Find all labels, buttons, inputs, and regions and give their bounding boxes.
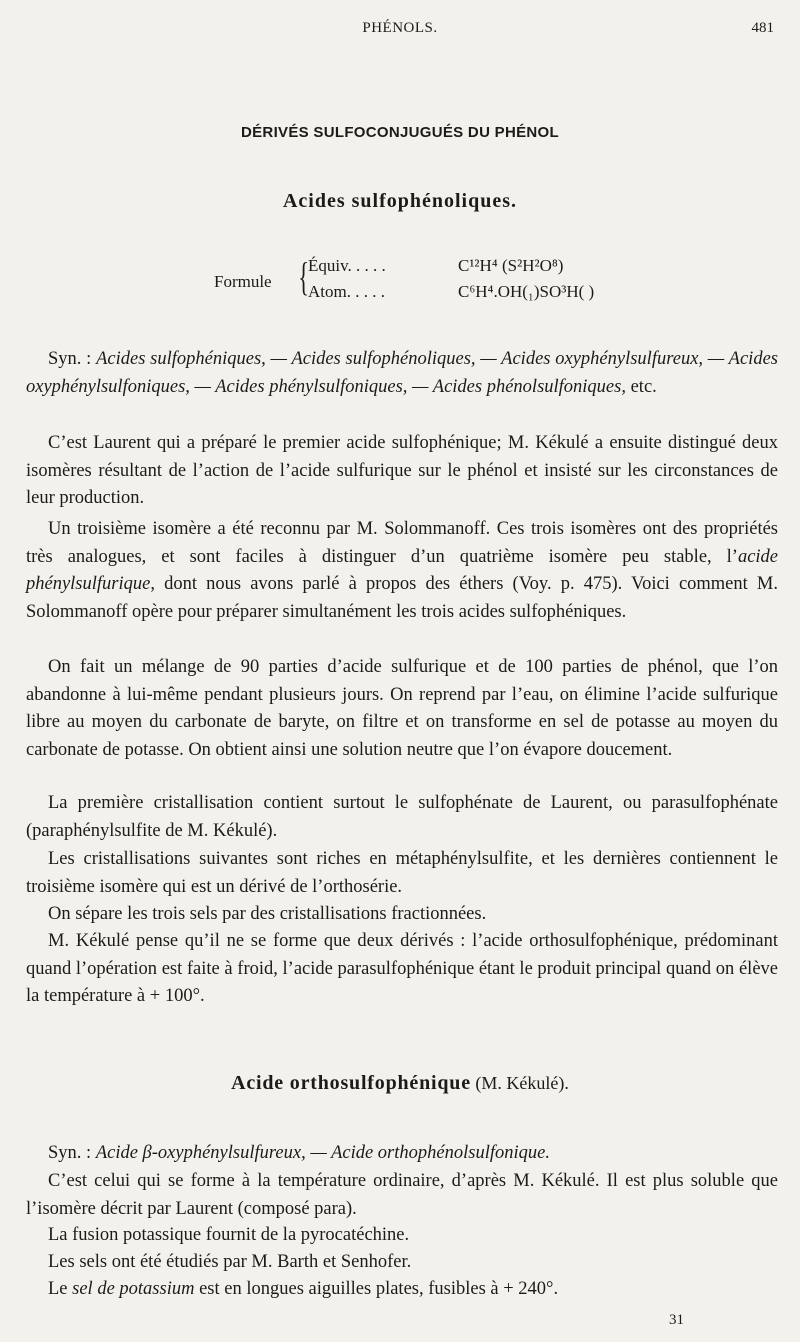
signature-mark: 31 xyxy=(669,1312,684,1328)
paragraph-text: La première cristallisation contient surtout le sulfophénate de Laurent, ou parasulfophénate (paraphénylsulfite de M. Kékulé). xyxy=(26,793,778,841)
syn-prefix: Syn. : xyxy=(48,1143,96,1163)
paragraph-text: C’est celui qui se forme à la température ordinaire, d’après M. Kékulé. Il est plus soluble que l’isomère décrit par Laurent (composé para). xyxy=(26,1171,778,1219)
paragraph-kekule xyxy=(26,928,778,1011)
formula-key: Atom. . . . . xyxy=(308,282,385,301)
paragraph-text: est en longues aiguilles plates, fusibles à + 240°. xyxy=(194,1279,559,1299)
paragraph-text: On sépare les trois sels par des cristallisations fractionnées. xyxy=(48,904,487,924)
paragraph-temperature-ordinaire xyxy=(26,1168,778,1223)
formula-label: Formule xyxy=(214,272,272,291)
heading-attribution: (M. Kékulé). xyxy=(470,1073,569,1093)
italic-term: sel de potassium xyxy=(72,1279,195,1299)
paragraph-text: On fait un mélange de 90 parties d’acide sulfurique et de 100 parties de phénol, que l’on abandonne à lui-même pendant plusieurs jours. On reprend par l’eau, on élimine l’acide sulfurique libre au moyen du carbonate de baryte, on filtre et on transforme en sel de potasse au moyen du carbonate de potasse. On obtient ainsi une solution neutre que l’on évapore doucement. xyxy=(26,657,778,760)
paragraph-cristallisations-suivantes xyxy=(26,846,778,901)
synonyms-paragraph xyxy=(26,346,778,401)
heading-acides-sulfophenoliques: Acides sulfophénoliques. xyxy=(282,190,518,212)
paragraph-text: Les sels ont été étudiés par M. Barth et Senhofer. xyxy=(48,1252,412,1272)
formula-key: Équiv. . . . . xyxy=(308,256,386,275)
paragraph-sel-potassium xyxy=(26,1276,778,1304)
paragraph-melange xyxy=(26,654,778,764)
formula-value: C⁶H⁴.OH(₁)SO³H( ) xyxy=(458,282,595,301)
paragraph-text: Un troisième isomère a été reconnu par M. Solommanoff. Ces trois isomères ont des propriétés très analogues, et sont faciles à distinguer d’un quatrième isomère peu stable, l’ xyxy=(26,519,778,567)
formula-value: C¹²H⁴ (S²H²O⁸) xyxy=(458,256,564,275)
syn-italic: Acides sulfophéniques, — Acides sulfophénoliques, — Acides oxyphénylsulfureux, — Acides oxyphénylsulfoniques, — Acides phénylsulfoniques, — Acides phénolsulfoniques, xyxy=(26,349,778,397)
paragraph-text: Le xyxy=(48,1279,73,1299)
formula-block xyxy=(214,252,634,312)
paragraph-separation xyxy=(26,901,778,929)
paragraph-text: Les cristallisations suivantes sont riches en métaphénylsulfite, et les dernières contiennent le troisième isomère qui est un dérivé de l’orthosérie. xyxy=(26,849,778,897)
syn-italic: Acide β-oxyphénylsulfureux, — Acide orthophénolsulfonique. xyxy=(95,1143,550,1163)
brace-glyph: { xyxy=(298,254,309,299)
paragraph-text: La fusion potassique fournit de la pyrocatéchine. xyxy=(48,1225,410,1245)
running-title: PHÉNOLS. xyxy=(362,20,438,36)
syn-suffix: etc. xyxy=(625,376,657,397)
synonyms-paragraph-ortho xyxy=(26,1140,778,1168)
paragraph-troisieme-isomere xyxy=(26,516,778,626)
formula-row-atom xyxy=(308,282,594,302)
paragraph-text: C’est Laurent qui a préparé le premier acide sulfophénique; M. Kékulé a ensuite distingué deux isomères résultant de l’action de l’acide sulfurique sur le phénol et insisté sur les circonstances de leur production. xyxy=(26,433,778,508)
italic-term: acide phénylsulfurique xyxy=(26,546,778,594)
page-number: 481 xyxy=(751,20,774,36)
paragraph-premiere-cristallisation xyxy=(26,790,778,845)
paragraph-fusion-potassique xyxy=(26,1222,778,1250)
syn-prefix: Syn. : xyxy=(48,349,97,369)
paragraph-sels xyxy=(26,1249,778,1277)
formula-row-equiv xyxy=(308,256,563,276)
heading-bold: Acide orthosulfophénique xyxy=(231,1072,471,1094)
paragraph-text: , dont nous avons parlé à propos des éthers (Voy. p. 475). Voici comment M. Solommanoff opère pour préparer simultanément les trois acides sulfophéniques. xyxy=(26,574,778,622)
heading-acide-orthosulfophenique xyxy=(0,1072,800,1095)
section-title: DÉRIVÉS SULFOCONJUGUÉS DU PHÉNOL xyxy=(241,124,559,141)
paragraph-laurent xyxy=(26,430,778,513)
paragraph-text: M. Kékulé pense qu’il ne se forme que deux dérivés : l’acide orthosulfophénique, prédominant quand l’opération est faite à froid, l’acide parasulfophénique étant le produit principal quand on élève la température à + 100°. xyxy=(26,931,778,1006)
running-header xyxy=(0,14,800,42)
